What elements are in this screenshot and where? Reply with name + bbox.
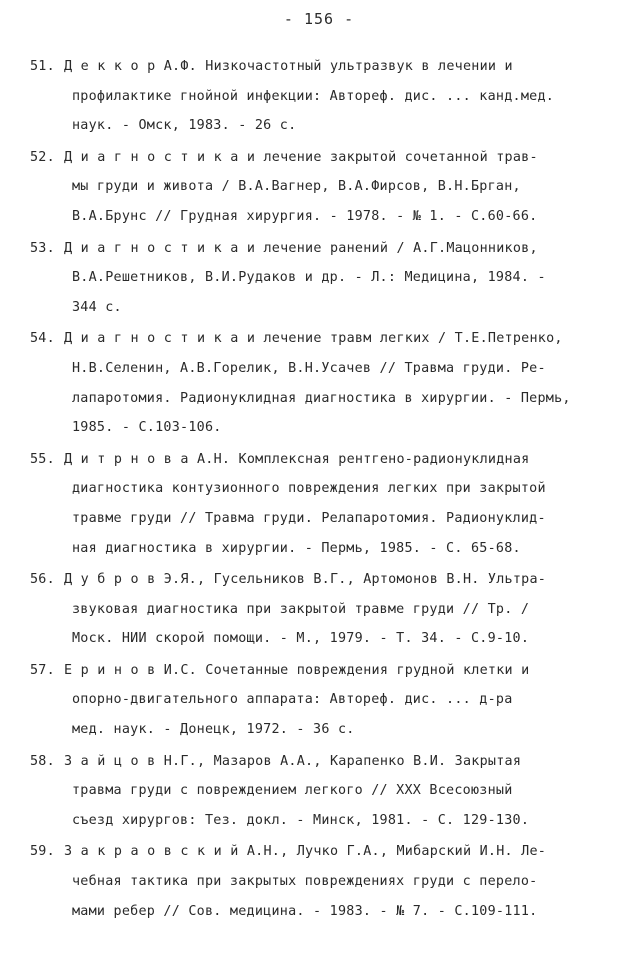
reference-number: 52.	[30, 149, 55, 165]
reference-text: мами ребер // Сов. медицина. - 1983. - № 7. - С.109-111.	[72, 903, 538, 919]
reference-number: 58.	[30, 753, 55, 769]
reference-line	[30, 234, 600, 264]
reference-text: 344 с.	[72, 299, 122, 315]
reference-entry	[30, 324, 600, 442]
reference-line	[30, 565, 600, 595]
reference-text: Е р и н о в И.С. Сочетанные повреждения грудной клетки и	[64, 662, 530, 678]
reference-number: 51.	[30, 59, 55, 74]
reference-line	[30, 324, 600, 354]
reference-number: 57.	[30, 662, 55, 678]
reference-text: травма груди с повреждением легкого // XXX Всесоюзный	[72, 783, 513, 799]
reference-line	[30, 837, 600, 867]
reference-line	[30, 504, 600, 534]
reference-text: съезд хирургов: Тез. докл. - Минск, 1981. - С. 129-130.	[72, 812, 530, 828]
reference-number: 56.	[30, 572, 55, 588]
reference-text: ная диагностика в хирургии. - Пермь, 1985. - С. 65-68.	[72, 540, 521, 556]
reference-line	[30, 445, 600, 475]
reference-text: опорно-двигательного аппарата: Автореф. дис. ... д-ра	[72, 692, 513, 708]
reference-line	[30, 293, 600, 323]
reference-line	[30, 354, 600, 384]
reference-text: Д е к к о р А.Ф. Низкочастотный ультразвук в лечении и	[64, 59, 513, 74]
reference-text: диагностика контузионного повреждения легких при закрытой	[72, 481, 546, 497]
reference-text: В.А.Брунс // Грудная хирургия. - 1978. - № 1. - С.60-66.	[72, 208, 538, 224]
reference-text: З а к р а о в с к и й А.Н., Лучко Г.А., Мибарский И.Н. Ле-	[64, 844, 547, 860]
reference-entry	[30, 656, 600, 745]
reference-entry	[30, 445, 600, 563]
reference-line	[30, 776, 600, 806]
reference-text: Н.В.Селенин, А.В.Горелик, В.Н.Усачев // Травма груди. Ре-	[72, 360, 546, 376]
reference-entry	[30, 565, 600, 654]
reference-text: мед. наук. - Донецк, 1972. - 36 с.	[72, 722, 355, 738]
reference-line	[30, 656, 600, 686]
reference-line	[30, 806, 600, 836]
reference-text: чебная тактика при закрытых повреждениях груди с перело-	[72, 874, 538, 890]
reference-line	[30, 52, 600, 82]
reference-text: Д и а г н о с т и к а и лечение травм легких / Т.Е.Петренко,	[64, 331, 563, 347]
reference-entry	[30, 143, 600, 232]
reference-entry	[30, 837, 600, 926]
reference-text: лапаротомия. Радионуклидная диагностика в хирургии. - Пермь,	[72, 390, 571, 406]
reference-line	[30, 624, 600, 654]
reference-line	[30, 474, 600, 504]
reference-text: Моск. НИИ скорой помощи. - М., 1979. - Т. 34. - С.9-10.	[72, 631, 530, 647]
reference-line	[30, 143, 600, 173]
reference-text: Д и а г н о с т и к а и лечение закрытой сочетанной трав-	[64, 149, 538, 165]
reference-text: Д у б р о в Э.Я., Гусельников В.Г., Артомонов В.Н. Ультра-	[64, 572, 547, 588]
reference-line	[30, 263, 600, 293]
reference-text: 1985. - С.103-106.	[72, 420, 222, 436]
reference-number: 59.	[30, 844, 55, 860]
reference-line	[30, 413, 600, 443]
reference-text: Д и а г н о с т и к а и лечение ранений / А.Г.Мацонников,	[64, 240, 538, 256]
reference-line	[30, 202, 600, 232]
reference-text: звуковая диагностика при закрытой травме груди // Тр. /	[72, 601, 530, 617]
reference-entry	[30, 234, 600, 323]
reference-line	[30, 172, 600, 202]
reference-line	[30, 595, 600, 625]
reference-list	[30, 52, 600, 928]
reference-line	[30, 534, 600, 564]
reference-text: мы груди и живота / В.А.Вагнер, В.А.Фирсов, В.Н.Брган,	[72, 179, 521, 195]
reference-line	[30, 685, 600, 715]
reference-text: наук. - Омск, 1983. - 26 с.	[72, 118, 297, 134]
reference-number: 53.	[30, 240, 55, 256]
reference-text: Д и т р н о в а А.Н. Комплексная рентгено-радионуклидная	[64, 451, 530, 467]
reference-line	[30, 111, 600, 141]
reference-line	[30, 897, 600, 927]
reference-text: В.А.Решетников, В.И.Рудаков и др. - Л.: Медицина, 1984. -	[72, 270, 546, 286]
reference-line	[30, 82, 600, 112]
reference-line	[30, 715, 600, 745]
reference-line	[30, 747, 600, 777]
reference-entry	[30, 747, 600, 836]
reference-line	[30, 384, 600, 414]
reference-text: травме груди // Травма груди. Релапаротомия. Радионуклид-	[72, 510, 546, 526]
reference-number: 55.	[30, 451, 55, 467]
reference-entry	[30, 52, 600, 141]
reference-line	[30, 867, 600, 897]
page-number: - 156 -	[283, 10, 355, 28]
reference-text: профилактике гнойной инфекции: Автореф. дис. ... канд.мед.	[72, 88, 555, 104]
reference-text: З а й ц о в Н.Г., Мазаров А.А., Карапенко В.И. Закрытая	[64, 753, 522, 769]
reference-number: 54.	[30, 331, 55, 347]
